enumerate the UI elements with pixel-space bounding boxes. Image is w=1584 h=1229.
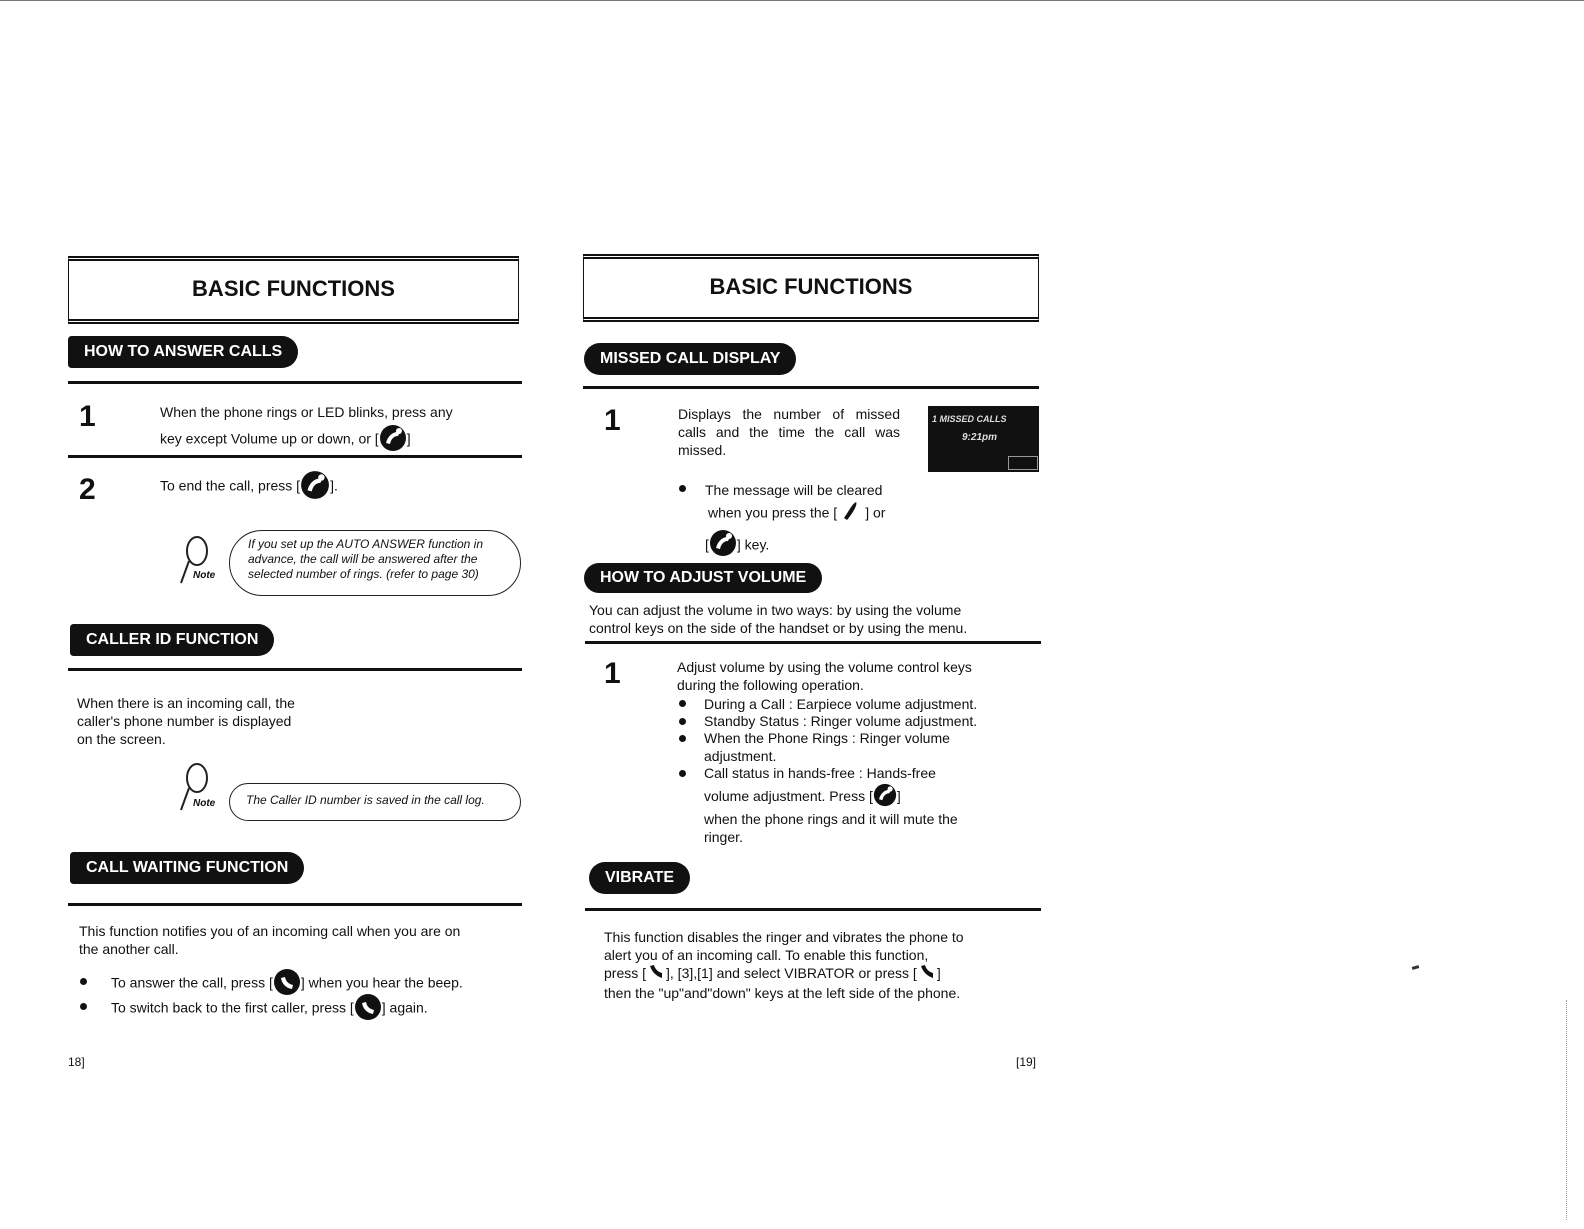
bullet <box>679 770 686 777</box>
call-waiting-text <box>79 922 460 958</box>
vibrate-text <box>604 929 964 1002</box>
call-waiting-bullet2 <box>111 993 428 1025</box>
lcd-line1: 1 MISSED CALLS <box>932 414 1007 424</box>
end-call-key-icon <box>379 424 407 456</box>
call-waiting-line1: This function notifies you of an incoming call when you are on <box>79 923 461 939</box>
answer-step1-number: 1 <box>79 400 96 433</box>
vibrate-line3-c: ] <box>936 964 941 981</box>
missed-calls-lcd-screen <box>928 406 1039 472</box>
lcd-softkey <box>1008 456 1038 470</box>
caller-id-rule <box>68 668 522 671</box>
answer-step2-text <box>160 470 338 504</box>
answer-step-rule <box>68 455 522 458</box>
left-page-header <box>68 256 519 324</box>
vibrate-title: VIBRATE <box>589 862 690 894</box>
volume-line1: Adjust volume by using the volume control keys <box>677 659 972 675</box>
missed-bullet-line2-b: ] or <box>865 504 886 521</box>
auto-answer-note <box>229 530 521 596</box>
volume-line2: during the following operation. <box>677 676 864 693</box>
missed-bullet-line1: The message will be cleared <box>705 482 883 498</box>
auto-answer-note-line3: selected number of rings. (refer to page 30) <box>248 567 479 581</box>
answer-step1-line2-text: key except Volume up or down, or [ <box>160 430 379 447</box>
answer-calls-title: HOW TO ANSWER CALLS <box>68 336 298 368</box>
bullet <box>679 485 686 492</box>
missed-bullet-line3 <box>705 529 885 563</box>
volume-bullet3 <box>704 730 950 765</box>
missed-bullet-line3-a: [ <box>705 536 709 553</box>
vibrate-line3-b: ], [3],[1] and select VIBRATOR or press [ <box>666 964 917 981</box>
missed-call-title: MISSED CALL DISPLAY <box>584 343 796 375</box>
call-waiting-bullet2-a: To switch back to the first caller, press [ <box>111 999 354 1016</box>
missed-line1: Displays the number of missed <box>678 406 900 422</box>
answer-step2-number: 2 <box>79 473 96 506</box>
send-key-icon <box>649 964 663 985</box>
answer-step1-line2-end: ] <box>406 430 411 447</box>
missed-call-rule <box>583 386 1039 389</box>
volume-bullet3-line2: adjustment. <box>704 747 777 764</box>
scan-speck <box>1412 965 1420 970</box>
end-call-key-icon <box>873 783 897 812</box>
volume-bullet4 <box>704 765 958 846</box>
volume-bullet1: During a Call : Earpiece volume adjustment. <box>704 696 978 712</box>
note-label: Note <box>193 570 216 581</box>
right-page-number: [19] <box>1016 1055 1037 1069</box>
volume-bullet4-line4: ringer. <box>704 828 743 845</box>
call-waiting-bullet1-a: To answer the call, press [ <box>111 974 273 991</box>
volume-step1-text <box>677 659 972 694</box>
caller-id-line2: caller's phone number is displayed <box>77 713 292 729</box>
call-waiting-line2: the another call. <box>79 941 179 957</box>
bullet <box>80 1003 87 1010</box>
answer-step1-line2 <box>160 424 453 456</box>
volume-intro-line2: control keys on the side of the handset or by using the menu. <box>589 620 968 636</box>
caller-id-line1: When there is an incoming call, the <box>77 695 295 711</box>
caller-id-note <box>229 783 521 821</box>
caller-id-line3: on the screen. <box>77 731 166 747</box>
volume-bullet4-line2-a: volume adjustment. Press [ <box>704 787 873 804</box>
missed-step1-number: 1 <box>604 404 621 437</box>
left-page-number: 18] <box>68 1055 85 1069</box>
right-page-header <box>583 254 1039 322</box>
send-key-icon <box>354 993 382 1025</box>
volume-intro <box>589 601 967 637</box>
adjust-volume-title: HOW TO ADJUST VOLUME <box>584 563 822 593</box>
call-waiting-bullet1-b: ] when you hear the beep. <box>300 974 463 991</box>
vibrate-line3 <box>604 964 964 985</box>
auto-answer-note-line2: advance, the call will be answered after the <box>248 552 478 566</box>
scan-edge <box>1566 1000 1568 1220</box>
missed-bullet-line2-a: when you press the [ <box>708 504 838 521</box>
top-border <box>0 0 1584 1</box>
volume-bullet3-line1: When the Phone Rings : Ringer volume <box>704 730 950 746</box>
answer-step1-text <box>160 403 453 456</box>
answer-step2-text-a: To end the call, press [ <box>160 477 301 494</box>
bullet <box>679 735 686 742</box>
menu-key-icon <box>843 501 859 527</box>
auto-answer-note-line1: If you set up the AUTO ANSWER function in <box>248 537 483 551</box>
answer-calls-rule <box>68 381 522 384</box>
volume-bullet4-line1: Call status in hands-free : Hands-free <box>704 765 936 781</box>
volume-bullet4-line3: when the phone rings and it will mute the <box>704 811 958 827</box>
caller-id-note-text: The Caller ID number is saved in the call log. <box>246 793 485 807</box>
call-waiting-rule <box>68 903 522 906</box>
end-call-key-icon <box>300 470 330 504</box>
volume-step1-number: 1 <box>604 657 621 690</box>
vibrate-line3-a: press [ <box>604 964 647 981</box>
missed-bullet-line3-b: ] key. <box>736 536 770 553</box>
volume-bullet4-line2 <box>704 783 958 812</box>
bullet <box>80 978 87 985</box>
note-label: Note <box>193 798 216 809</box>
end-call-key-icon <box>709 529 737 563</box>
call-waiting-bullet2-b: ] again. <box>381 999 428 1016</box>
call-waiting-title: CALL WAITING FUNCTION <box>70 852 304 884</box>
bullet <box>679 700 686 707</box>
missed-line2: calls and the time the call was <box>678 424 900 440</box>
left-header-title: BASIC FUNCTIONS <box>192 276 395 301</box>
volume-bullet2: Standby Status : Ringer volume adjustment. <box>704 713 978 729</box>
send-key-icon <box>920 964 934 985</box>
missed-bullet-line2 <box>705 501 885 527</box>
caller-id-text <box>77 694 295 748</box>
volume-bullet4-line2-b: ] <box>896 787 901 804</box>
vibrate-line4: then the "up"and"down" keys at the left side of the phone. <box>604 984 961 1001</box>
vibrate-rule <box>585 908 1041 911</box>
answer-step1-line1: When the phone rings or LED blinks, press any <box>160 404 453 420</box>
answer-step2-text-b: ]. <box>330 477 338 494</box>
missed-step1-text <box>678 405 900 459</box>
lcd-line2: 9:21pm <box>962 432 998 443</box>
bullet <box>679 718 686 725</box>
missed-line3: missed. <box>678 442 727 458</box>
vibrate-line1: This function disables the ringer and vibrates the phone to <box>604 929 964 945</box>
volume-intro-line1: You can adjust the volume in two ways: by using the volume <box>589 602 962 618</box>
caller-id-title: CALLER ID FUNCTION <box>70 624 274 656</box>
missed-bullet-text <box>705 479 885 563</box>
right-header-title: BASIC FUNCTIONS <box>709 274 913 299</box>
vibrate-line2: alert you of an incoming call. To enable this function, <box>604 946 929 963</box>
volume-rule <box>585 641 1041 644</box>
